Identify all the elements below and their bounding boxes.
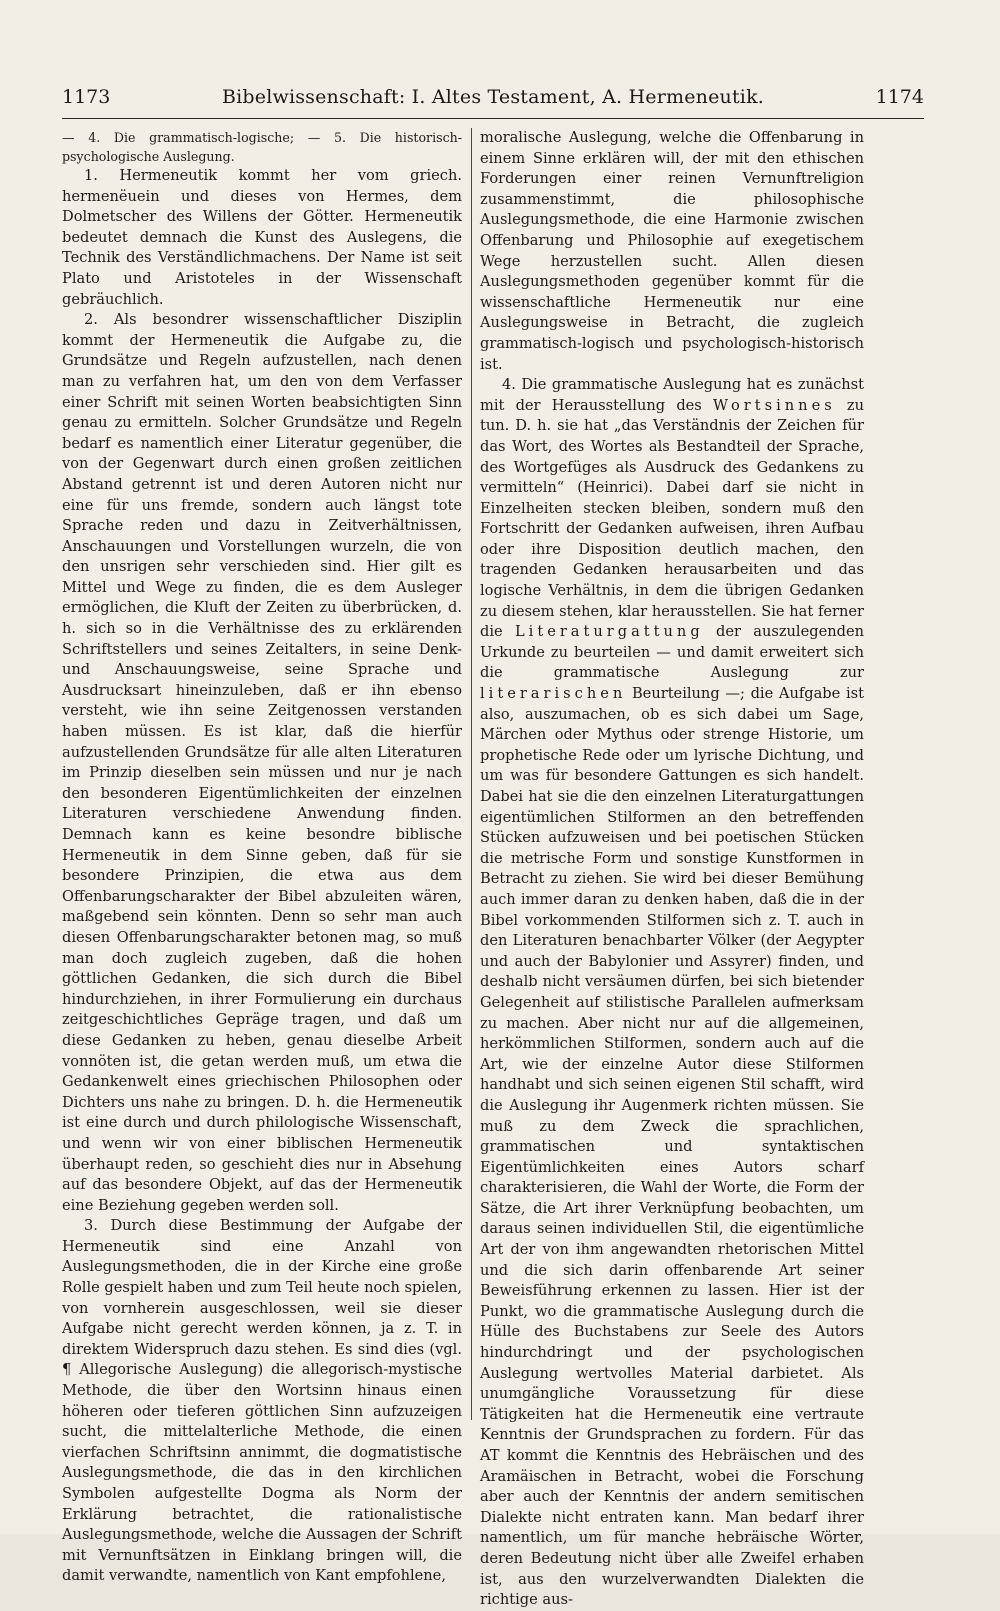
p4-a: zu tun. D. h. sie hat „das Verständnis der Zeichen für das Wort, des Wortes als Bestandteil der Sprache, des Wortgefüges als Ausdruck des Gedankens zu vermitteln“ (Heinrici). Dabei darf sie nicht in Einzelheiten stecken bleiben, sondern muß den Fortschritt der Gedanken aufweisen, ihren Aufbau oder ihre Disposition deutlich machen, den tragenden Gedanken herausarbeiten und das logische Verhältnis, in dem die übrigen Gedanken zu diesem stehen, klar herausstellen. Sie hat ferner die xyxy=(480,396,864,641)
intro-text: — 4. Die grammatisch-logische; — 5. Die historisch-psychologische Auslegung. xyxy=(62,130,462,164)
left-column xyxy=(62,128,462,1587)
header-rule xyxy=(62,118,924,119)
p4-c: Beurteilung —; die Aufgabe ist also, auszumachen, ob es sich dabei um Sage, Märchen oder Mythus oder strenge Historie, um prophetische Rede oder um lyrische Dichtung, und um was für besondere Gattungen es sich handelt. Dabei hat sie die den einzelnen Literaturgattungen eigentümlichen Stilformen an den betreffenden Stücken aufzuweisen und bei poetischen Stücken die metrische Form und sonstige Kunstformen in Betracht zu ziehen. Sie wird bei dieser Bemühung auch immer daran zu denken haben, daß die in der Bibel vorkommenden Stilformen sich z. T. auch in den Literaturen benachbarter Völker (der Aegypter und auch der Babylonier und Assyrer) finden, und deshalb nicht versäumen dürfen, bei sich bietender Gelegenheit auf stilistische Parallelen aufmerksam zu machen. Aber nicht nur auf die allgemeinen, herkömmlichen Stilformen, sondern auch auf die Art, wie der einzelne Autor diese Stilformen handhabt und sich seinen eigenen Stil schafft, wird die Auslegung ihr Augenmerk richten müssen. Sie muß zu dem Zweck die sprachlichen, grammatischen und syntaktischen Eigentümlichkeiten eines Autors scharf charakterisieren, die Wahl der Worte, die Form der Sätze, die Art ihrer Verknüpfung beobachten, um daraus seinen individuellen Stil, die eigentümliche Art der von ihm angewandten rhetorischen Mittel und die sich darin offenbarende Art seiner Beweisführung erkennen zu lassen. Hier ist der Punkt, wo die grammatische Auslegung durch die Hülle des Buchstabens zur Seele des Autors hindurchdringt und der psychologischen Auslegung wertvolles Material darbietet. Als unumgängliche Voraussetzung für diese Tätigkeiten hat die Hermeneutik eine vertraute Kenntnis der Grundsprachen zu fordern. Für das AT kommt die Kenntnis des Hebräischen und des Aramäischen in Betracht, wobei die Forschung aber auch der Kenntnis der andern semitischen Dialekte nicht entraten kann. Man bedarf ihrer namentlich, um für manche hebräische Wörter, deren Bedeutung nicht über alle Zweifel erhaben ist, aus den wurzelverwandten Dialekten die richtige aus- xyxy=(480,685,864,1609)
running-title: Bibelwissenschaft: I. Altes Testament, A. Hermeneutik. xyxy=(221,86,765,108)
paragraph-3: 3. Durch diese Bestimmung der Aufgabe der Hermeneutik sind eine Anzahl von Auslegungsmethoden, die in der Kirche eine große Rolle gespielt haben und zum Teil heute noch spielen, von vornherein ausgeschlossen, weil sie dieser Aufgabe nicht gerecht werden können, ja z. T. in direktem Widerspruch dazu stehen. Es sind dies (vgl. ¶ Allegorische Auslegung) die allegorisch-mystische Methode, die über den Wortsinn hinaus einen höheren oder tieferen göttlichen Sinn aufzuzeigen sucht, die mittelalterliche Methode, die einen vierfachen Schriftsinn annimmt, die dogmatistische Auslegungsmethode, die das in den kirchlichen Symbolen aufgestellte Dogma als Norm der Erklärung betrachtet, die rationalistische Auslegungsmethode, welche die Aussagen der Schrift mit Vernunftsätzen in Einklang bringen will, die damit verwandte, namentlich von Kant empfohlene, xyxy=(62,1217,462,1585)
term-literarischen: literarischen xyxy=(480,685,627,703)
term-literaturgattung: Literaturgattung xyxy=(514,623,704,641)
paragraph-1: 1. Hermeneutik kommt her vom griech. hermenëuein und dieses von Hermes, dem Dolmetscher des Willens der Götter. Hermeneutik bedeutet demnach die Kunst des Auslegens, die Technik des Verständlichmachens. Der Name ist seit Plato und Aristoteles in der Wissenschaft gebräuchlich. xyxy=(62,167,462,308)
p4-b: der auszulegenden Urkunde zu beurteilen — und damit erweitert sich die grammatische Auslegung zur xyxy=(480,623,864,682)
column-divider xyxy=(471,128,472,1420)
paragraph-4 xyxy=(480,375,864,1611)
right-column xyxy=(480,128,864,1611)
running-header xyxy=(62,86,924,116)
term-wortsinn: Wortsinnes xyxy=(712,396,836,414)
paragraph-3-continued: moralische Auslegung, welche die Offenbarung in einem Sinne erklären will, der mit den ethischen Forderungen einer reinen Vernunftreligion zusammenstimmt, die philosophische Auslegungsmethode, die eine Harmonie zwischen Offenbarung und Philosophie auf exegetischem Wege herzustellen sucht. Allen diesen Auslegungsmethoden gegenüber kommt für die wissenschaftliche Hermeneutik nur eine Auslegungsweise in Betracht, die zugleich grammatisch-logisch und psychologisch-historisch ist. xyxy=(480,129,864,373)
paragraph-2: 2. Als besondrer wissenschaftlicher Disziplin kommt der Hermeneutik die Aufgabe zu, die Grundsätze und Regeln aufzustellen, nach denen man zu verfahren hat, um den von dem Verfasser einer Schrift mit seinen Worten beabsichtigten Sinn genau zu ermitteln. Solcher Grundsätze und Regeln bedarf es namentlich einer Literatur gegenüber, die von der Gegenwart durch einen großen zeitlichen Abstand getrennt ist und deren Autoren nicht nur eine für uns fremde, sondern auch längst tote Sprache reden und dazu in Zeitverhältnissen, Anschauungen und Vorstellungen wurzeln, die von den unsrigen sehr verschieden sind. Hier gilt es Mittel und Wege zu finden, die es dem Ausleger ermöglichen, die Kluft der Zeiten zu überbrücken, d. h. sich so in die Verhältnisse des zu erklärenden Schriftstellers und seines Zeitalters, in seine Denk- und Anschauungsweise, seine Sprache und Ausdrucksart hineinzuleben, daß er ihn ebenso versteht, wie ihn seine Zeitgenossen verstanden haben müssen. Es ist klar, daß die hierfür aufzustellenden Grundsätze für alle alten Literaturen im Prinzip dieselben sein müssen und nur je nach den besonderen Eigentümlichkeiten der einzelnen Literaturen verschiedene Anwendung finden. Demnach kann es keine besondre biblische Hermeneutik in dem Sinne geben, daß für sie besondere Prinzipien, die etwa aus dem Offenbarungscharakter der Bibel abzuleiten wären, maßgebend sein könnten. Denn so sehr man auch diesen Offenbarungscharakter betonen mag, so muß man doch zugleich zugeben, daß die hohen göttlichen Gedanken, die sich durch die Bibel hindurchziehen, in ihrer Formulierung ein durchaus zeitgeschichtliches Gepräge tragen, und daß um diese Gedanken zu heben, genau dieselbe Arbeit vonnöten ist, die getan werden muß, um etwa die Gedankenwelt eines griechischen Philosophen oder Dichters uns nahe zu bringen. D. h. die Hermeneutik ist eine durch und durch philologische Wissenschaft, und wenn wir von einer biblischen Hermeneutik überhaupt reden, so geschieht dies nur in Absehung auf das besondere Objekt, auf das der Hermeneutik eine Beziehung gegeben werden soll. xyxy=(62,311,462,1214)
p4-start: 4. Die grammatische Auslegung hat es zunächst mit der Herausstellung des xyxy=(480,376,864,414)
page-number-right: 1174 xyxy=(875,86,924,108)
page-number-left: 1173 xyxy=(62,86,111,108)
